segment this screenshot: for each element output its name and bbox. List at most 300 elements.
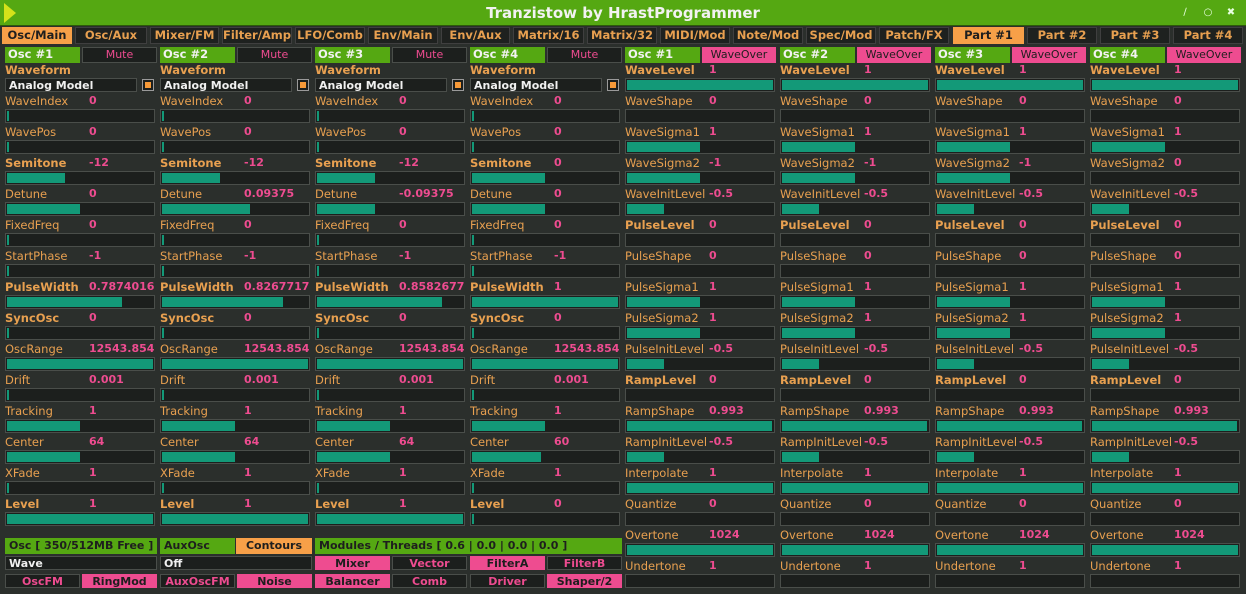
- tab-part-1[interactable]: Part #1: [953, 27, 1024, 44]
- param-slider-rampshape[interactable]: [1090, 419, 1240, 433]
- param-label-startphase: StartPhase: [315, 249, 378, 263]
- param-value-center: 60: [554, 435, 570, 448]
- param-slider-waveindex[interactable]: [470, 109, 620, 123]
- param-slider-pulsesigma1[interactable]: [625, 295, 775, 309]
- param-slider-drift[interactable]: [315, 388, 465, 402]
- pin-icon[interactable]: ∕: [1183, 7, 1187, 18]
- tab-part-4[interactable]: Part #4: [1173, 27, 1243, 44]
- param-slider-pulseshape[interactable]: [625, 264, 775, 278]
- driver-button[interactable]: Driver: [470, 574, 545, 588]
- tab-lfo-comb[interactable]: LFO/Comb: [295, 27, 365, 44]
- param-value-oscrange: 12543.854: [244, 342, 310, 355]
- param-label-waveshape: WaveShape: [1090, 94, 1158, 108]
- param-label-pulsesigma2: PulseSigma2: [780, 311, 854, 325]
- param-slider-pulseinitlevel[interactable]: [625, 357, 775, 371]
- param-slider-center[interactable]: [160, 450, 310, 464]
- param-slider-fixedfreq[interactable]: [5, 233, 155, 247]
- tab-filter-amp[interactable]: Filter/Amp: [223, 28, 292, 42]
- param-label-startphase: StartPhase: [470, 249, 533, 263]
- param-slider-semitone[interactable]: [470, 171, 620, 185]
- param-slider-drift[interactable]: [470, 388, 620, 402]
- param-value-pulseshape: 0: [1174, 249, 1182, 262]
- param-value-drift: 0.001: [89, 373, 124, 386]
- param-slider-pulsesigma2[interactable]: [780, 326, 930, 340]
- param-slider-pulsewidth[interactable]: [470, 295, 620, 309]
- param-value-detune: 0.09375: [244, 187, 295, 200]
- param-label-oscrange: OscRange: [160, 342, 218, 356]
- param-label-rampinitlevel: RampInitLevel: [625, 435, 708, 449]
- waveform-select[interactable]: Analog Model: [5, 78, 137, 92]
- param-slider-pulseinitlevel[interactable]: [935, 357, 1085, 371]
- param-slider-pulseshape[interactable]: [1090, 264, 1240, 278]
- waveover-button[interactable]: WaveOver: [857, 47, 931, 63]
- param-slider-pulseshape[interactable]: [935, 264, 1085, 278]
- param-value-interpolate: 1: [1019, 466, 1027, 479]
- param-slider-pulsesigma1[interactable]: [1090, 295, 1240, 309]
- param-label-tracking: Tracking: [160, 404, 208, 418]
- vector-button[interactable]: Vector: [392, 556, 467, 570]
- param-slider-overtone[interactable]: [625, 543, 775, 557]
- wave-select[interactable]: Wave: [5, 556, 157, 570]
- param-label-wavepos: WavePos: [470, 125, 522, 139]
- param-slider-semitone[interactable]: [5, 171, 155, 185]
- param-slider-startphase[interactable]: [160, 264, 310, 278]
- slider-fill: [162, 421, 235, 431]
- param-slider-xfade[interactable]: [5, 481, 155, 495]
- param-value-tracking: 1: [399, 404, 407, 417]
- waveform-enable-checkbox[interactable]: [297, 79, 309, 91]
- param-slider-tracking[interactable]: [160, 419, 310, 433]
- param-slider-ramplevel[interactable]: [1090, 388, 1240, 402]
- ringmod-button[interactable]: RingMod: [82, 574, 157, 588]
- param-slider-pulselevel[interactable]: [1090, 233, 1240, 247]
- param-slider-syncosc[interactable]: [5, 326, 155, 340]
- param-slider-waveshape[interactable]: [625, 109, 775, 123]
- param-slider-xfade[interactable]: [160, 481, 310, 495]
- param-label-overtone: Overtone: [625, 528, 679, 542]
- tab-osc-main[interactable]: Osc/Main: [2, 27, 72, 44]
- slider-fill: [162, 235, 164, 245]
- param-slider-wavesigma2[interactable]: [625, 171, 775, 185]
- param-slider-waveshape[interactable]: [1090, 109, 1240, 123]
- param-slider-wavelevel[interactable]: [1090, 78, 1240, 92]
- param-label-rampinitlevel: RampInitLevel: [1090, 435, 1173, 449]
- slider-fill: [782, 142, 855, 152]
- param-label-rampshape: RampShape: [1090, 404, 1160, 418]
- waveform-select[interactable]: Analog Model: [315, 78, 447, 92]
- param-value-startphase: -1: [554, 249, 567, 262]
- auxosc-select[interactable]: Off: [160, 556, 312, 570]
- slider-fill: [162, 452, 235, 462]
- param-value-wavelevel: 1: [709, 63, 717, 76]
- param-slider-quantize[interactable]: [625, 512, 775, 526]
- param-value-level: 1: [89, 497, 97, 510]
- param-slider-quantize[interactable]: [780, 512, 930, 526]
- param-slider-detune[interactable]: [315, 202, 465, 216]
- check-mark-icon: [300, 82, 306, 88]
- param-label-wavesigma1: WaveSigma1: [625, 125, 700, 139]
- param-slider-fixedfreq[interactable]: [160, 233, 310, 247]
- param-slider-wavesigma1[interactable]: [1090, 140, 1240, 154]
- param-slider-wavesigma2[interactable]: [1090, 171, 1240, 185]
- param-value-overtone: 1024: [709, 528, 740, 541]
- param-slider-rampinitlevel[interactable]: [1090, 450, 1240, 464]
- slider-fill: [317, 452, 390, 462]
- param-label-pulseshape: PulseShape: [1090, 249, 1157, 263]
- param-slider-waveinitlevel[interactable]: [1090, 202, 1240, 216]
- param-slider-center[interactable]: [5, 450, 155, 464]
- balancer-button[interactable]: Balancer: [315, 574, 390, 588]
- param-slider-wavepos[interactable]: [315, 140, 465, 154]
- param-slider-ramplevel[interactable]: [780, 388, 930, 402]
- param-slider-pulsewidth[interactable]: [315, 295, 465, 309]
- slider-fill: [7, 514, 153, 524]
- param-label-undertone: Undertone: [935, 559, 996, 573]
- slider-fill: [1092, 204, 1129, 214]
- waveover-button[interactable]: WaveOver: [702, 47, 776, 63]
- contours-button[interactable]: Contours: [236, 538, 312, 554]
- param-slider-wavepos[interactable]: [5, 140, 155, 154]
- param-slider-wavelevel[interactable]: [780, 78, 930, 92]
- slider-fill: [937, 328, 1010, 338]
- param-label-semitone: Semitone: [5, 156, 67, 170]
- slider-fill: [162, 390, 164, 400]
- param-slider-semitone[interactable]: [315, 171, 465, 185]
- param-value-xfade: 1: [244, 466, 252, 479]
- param-value-syncosc: 0: [244, 311, 252, 324]
- param-slider-tracking[interactable]: [5, 419, 155, 433]
- param-label-ramplevel: RampLevel: [625, 373, 697, 387]
- param-slider-pulseshape[interactable]: [780, 264, 930, 278]
- param-value-wavelevel: 1: [1019, 63, 1027, 76]
- param-value-center: 64: [89, 435, 105, 448]
- param-slider-level[interactable]: [470, 512, 620, 526]
- param-slider-undertone[interactable]: [1090, 574, 1240, 588]
- param-slider-quantize[interactable]: [935, 512, 1085, 526]
- param-slider-level[interactable]: [315, 512, 465, 526]
- param-label-wavesigma1: WaveSigma1: [1090, 125, 1165, 139]
- tab-env-main[interactable]: Env/Main: [368, 27, 438, 44]
- param-slider-wavesigma2[interactable]: [935, 171, 1085, 185]
- param-value-syncosc: 0: [399, 311, 407, 324]
- param-slider-pulselevel[interactable]: [780, 233, 930, 247]
- param-slider-startphase[interactable]: [315, 264, 465, 278]
- param-slider-interpolate[interactable]: [780, 481, 930, 495]
- param-value-pulsesigma1: 1: [864, 280, 872, 293]
- param-slider-drift[interactable]: [160, 388, 310, 402]
- mute-button[interactable]: Mute: [82, 47, 157, 63]
- param-slider-semitone[interactable]: [160, 171, 310, 185]
- window-title: Tranzistow by HrastProgrammer: [486, 4, 760, 22]
- param-value-pulselevel: 0: [1019, 218, 1027, 231]
- param-label-semitone: Semitone: [315, 156, 377, 170]
- param-value-waveinitlevel: -0.5: [1019, 187, 1044, 200]
- param-label-syncosc: SyncOsc: [315, 311, 370, 325]
- param-slider-interpolate[interactable]: [625, 481, 775, 495]
- slider-fill: [937, 452, 974, 462]
- param-slider-quantize[interactable]: [1090, 512, 1240, 526]
- slider-fill: [162, 328, 164, 338]
- param-label-pulsesigma1: PulseSigma1: [780, 280, 854, 294]
- param-slider-interpolate[interactable]: [935, 481, 1085, 495]
- slider-fill: [937, 297, 1010, 307]
- param-value-overtone: 1024: [864, 528, 895, 541]
- param-slider-tracking[interactable]: [315, 419, 465, 433]
- param-slider-ramplevel[interactable]: [935, 388, 1085, 402]
- param-slider-rampshape[interactable]: [625, 419, 775, 433]
- param-slider-wavesigma1[interactable]: [625, 140, 775, 154]
- param-slider-detune[interactable]: [160, 202, 310, 216]
- param-value-rampinitlevel: -0.5: [1019, 435, 1044, 448]
- param-slider-undertone[interactable]: [780, 574, 930, 588]
- waveform-enable-checkbox[interactable]: [142, 79, 154, 91]
- param-value-wavelevel: 1: [1174, 63, 1182, 76]
- param-value-semitone: -12: [89, 156, 109, 169]
- param-value-interpolate: 1: [1174, 466, 1182, 479]
- mixer-button[interactable]: Mixer: [315, 556, 390, 570]
- shaper-2-button[interactable]: Shaper/2: [547, 574, 622, 588]
- modules-threads-header: Modules / Threads [ 0.6 | 0.0 | 0.0 | 0.0 ]: [315, 538, 622, 554]
- waveover-button[interactable]: WaveOver: [1167, 47, 1241, 63]
- param-slider-fixedfreq[interactable]: [315, 233, 465, 247]
- param-slider-rampshape[interactable]: [935, 419, 1085, 433]
- slider-fill: [782, 173, 855, 183]
- slider-fill: [162, 204, 250, 214]
- tab-mixer-fm[interactable]: Mixer/FM: [150, 27, 219, 44]
- slider-fill: [627, 545, 773, 555]
- param-slider-detune[interactable]: [470, 202, 620, 216]
- param-slider-level[interactable]: [160, 512, 310, 526]
- param-slider-pulsesigma1[interactable]: [935, 295, 1085, 309]
- param-slider-waveindex[interactable]: [160, 109, 310, 123]
- param-slider-pulsesigma2[interactable]: [625, 326, 775, 340]
- param-slider-pulseinitlevel[interactable]: [1090, 357, 1240, 371]
- param-slider-pulsesigma2[interactable]: [935, 326, 1085, 340]
- param-label-tracking: Tracking: [470, 404, 518, 418]
- param-label-overtone: Overtone: [780, 528, 834, 542]
- wave-osc-header: Osc #4: [1090, 47, 1165, 63]
- param-slider-wavepos[interactable]: [160, 140, 310, 154]
- param-label-waveinitlevel: WaveInitLevel: [625, 187, 706, 201]
- param-slider-rampinitlevel[interactable]: [935, 450, 1085, 464]
- param-label-pulseinitlevel: PulseInitLevel: [625, 342, 705, 356]
- param-slider-waveinitlevel[interactable]: [935, 202, 1085, 216]
- noise-button[interactable]: Noise: [237, 574, 312, 588]
- tab-part-2[interactable]: Part #2: [1027, 27, 1097, 44]
- param-label-quantize: Quantize: [625, 497, 677, 511]
- param-slider-undertone[interactable]: [625, 574, 775, 588]
- param-value-pulsewidth: 0.8582677: [399, 280, 465, 293]
- param-value-pulseinitlevel: -0.5: [1019, 342, 1044, 355]
- slider-fill: [627, 452, 664, 462]
- param-slider-wavesigma1[interactable]: [780, 140, 930, 154]
- minimize-icon[interactable]: ○: [1203, 7, 1213, 18]
- param-label-level: Level: [5, 497, 40, 511]
- slider-fill: [7, 297, 122, 307]
- waveform-select[interactable]: Analog Model: [470, 78, 602, 92]
- param-slider-ramplevel[interactable]: [625, 388, 775, 402]
- comb-button[interactable]: Comb: [392, 574, 467, 588]
- param-slider-wavesigma1[interactable]: [935, 140, 1085, 154]
- slider-fill: [627, 328, 700, 338]
- param-slider-syncosc[interactable]: [470, 326, 620, 340]
- param-slider-pulseinitlevel[interactable]: [780, 357, 930, 371]
- param-slider-pulselevel[interactable]: [935, 233, 1085, 247]
- param-value-pulsesigma2: 1: [864, 311, 872, 324]
- tab-patch-fx[interactable]: Patch/FX: [879, 27, 949, 44]
- param-label-pulselevel: PulseLevel: [780, 218, 850, 232]
- param-value-quantize: 0: [709, 497, 717, 510]
- param-slider-overtone[interactable]: [1090, 543, 1240, 557]
- slider-fill: [162, 359, 308, 369]
- param-value-semitone: 0: [554, 156, 562, 169]
- param-label-rampshape: RampShape: [935, 404, 1005, 418]
- param-value-level: 1: [399, 497, 407, 510]
- param-slider-tracking[interactable]: [470, 419, 620, 433]
- param-slider-xfade[interactable]: [315, 481, 465, 495]
- param-value-startphase: -1: [399, 249, 412, 262]
- param-slider-drift[interactable]: [5, 388, 155, 402]
- param-label-pulselevel: PulseLevel: [935, 218, 1005, 232]
- param-label-level: Level: [470, 497, 505, 511]
- param-slider-pulsesigma2[interactable]: [1090, 326, 1240, 340]
- param-slider-waveindex[interactable]: [5, 109, 155, 123]
- slider-fill: [937, 421, 1082, 431]
- param-slider-oscrange[interactable]: [160, 357, 310, 371]
- param-slider-xfade[interactable]: [470, 481, 620, 495]
- param-slider-waveinitlevel[interactable]: [625, 202, 775, 216]
- param-value-rampshape: 0.993: [1174, 404, 1209, 417]
- filterb-button[interactable]: FilterB: [547, 556, 622, 570]
- param-value-oscrange: 12543.854: [399, 342, 465, 355]
- param-value-pulseshape: 0: [709, 249, 717, 262]
- mute-button[interactable]: Mute: [547, 47, 622, 63]
- waveform-enable-checkbox[interactable]: [607, 79, 619, 91]
- oscfm-button[interactable]: OscFM: [5, 574, 80, 588]
- param-slider-rampinitlevel[interactable]: [625, 450, 775, 464]
- slider-fill: [162, 297, 283, 307]
- param-slider-pulselevel[interactable]: [625, 233, 775, 247]
- param-value-drift: 0.001: [554, 373, 589, 386]
- param-value-waveshape: 0: [1174, 94, 1182, 107]
- param-slider-center[interactable]: [315, 450, 465, 464]
- param-slider-wavesigma2[interactable]: [780, 171, 930, 185]
- param-value-pulselevel: 0: [709, 218, 717, 231]
- slider-fill: [937, 142, 1010, 152]
- param-slider-wavelevel[interactable]: [935, 78, 1085, 92]
- tab-part-3[interactable]: Part #3: [1100, 27, 1170, 44]
- param-label-wavelevel: WaveLevel: [780, 63, 850, 77]
- param-value-pulseshape: 0: [1019, 249, 1027, 262]
- param-slider-wavelevel[interactable]: [625, 78, 775, 92]
- param-value-pulseinitlevel: -0.5: [1174, 342, 1199, 355]
- slider-fill: [782, 452, 819, 462]
- param-slider-waveinitlevel[interactable]: [780, 202, 930, 216]
- param-slider-oscrange[interactable]: [470, 357, 620, 371]
- tab-midi-mod[interactable]: MIDI/Mod: [660, 27, 730, 44]
- param-slider-waveshape[interactable]: [780, 109, 930, 123]
- param-slider-syncosc[interactable]: [160, 326, 310, 340]
- slider-fill: [7, 390, 9, 400]
- param-slider-undertone[interactable]: [935, 574, 1085, 588]
- param-value-waveshape: 0: [1019, 94, 1027, 107]
- param-slider-wavepos[interactable]: [470, 140, 620, 154]
- close-icon[interactable]: ✖: [1226, 7, 1236, 18]
- param-label-waveinitlevel: WaveInitLevel: [780, 187, 861, 201]
- param-slider-detune[interactable]: [5, 202, 155, 216]
- param-value-fixedfreq: 0: [89, 218, 97, 231]
- param-value-rampinitlevel: -0.5: [864, 435, 889, 448]
- param-slider-overtone[interactable]: [935, 543, 1085, 557]
- param-slider-waveindex[interactable]: [315, 109, 465, 123]
- filtera-button[interactable]: FilterA: [470, 556, 545, 570]
- param-slider-oscrange[interactable]: [5, 357, 155, 371]
- param-label-pulseinitlevel: PulseInitLevel: [935, 342, 1015, 356]
- tab-matrix-16[interactable]: Matrix/16: [513, 27, 584, 44]
- param-value-tracking: 1: [89, 404, 97, 417]
- slider-fill: [1092, 297, 1165, 307]
- param-slider-pulsewidth[interactable]: [160, 295, 310, 309]
- param-value-rampinitlevel: -0.5: [709, 435, 734, 448]
- param-slider-syncosc[interactable]: [315, 326, 465, 340]
- param-value-quantize: 0: [1174, 497, 1182, 510]
- param-slider-oscrange[interactable]: [315, 357, 465, 371]
- param-label-waveindex: WaveIndex: [160, 94, 224, 108]
- param-value-undertone: 1: [1174, 559, 1182, 572]
- param-slider-interpolate[interactable]: [1090, 481, 1240, 495]
- param-slider-pulsewidth[interactable]: [5, 295, 155, 309]
- waveover-button[interactable]: WaveOver: [1012, 47, 1086, 63]
- mute-button[interactable]: Mute: [392, 47, 467, 63]
- param-value-undertone: 1: [709, 559, 717, 572]
- param-slider-waveshape[interactable]: [935, 109, 1085, 123]
- param-slider-pulsesigma1[interactable]: [780, 295, 930, 309]
- param-label-xfade: XFade: [470, 466, 505, 480]
- waveform-select[interactable]: Analog Model: [160, 78, 292, 92]
- param-value-overtone: 1024: [1174, 528, 1205, 541]
- param-label-ramplevel: RampLevel: [935, 373, 1007, 387]
- tab-spec-mod[interactable]: Spec/Mod: [806, 27, 876, 44]
- param-slider-rampinitlevel[interactable]: [780, 450, 930, 464]
- param-slider-startphase[interactable]: [5, 264, 155, 278]
- slider-fill: [317, 111, 319, 121]
- slider-fill: [7, 235, 9, 245]
- param-value-waveinitlevel: -0.5: [864, 187, 889, 200]
- param-value-pulsesigma2: 1: [709, 311, 717, 324]
- tab-matrix-32[interactable]: Matrix/32: [587, 27, 657, 44]
- tab-osc-aux[interactable]: Osc/Aux: [75, 27, 147, 44]
- param-slider-startphase[interactable]: [470, 264, 620, 278]
- param-slider-level[interactable]: [5, 512, 155, 526]
- slider-fill: [627, 173, 700, 183]
- auxoscfm-button[interactable]: AuxOscFM: [160, 574, 235, 588]
- param-slider-overtone[interactable]: [780, 543, 930, 557]
- param-value-xfade: 1: [554, 466, 562, 479]
- param-label-waveshape: WaveShape: [780, 94, 848, 108]
- tab-env-aux[interactable]: Env/Aux: [441, 27, 510, 44]
- check-mark-icon: [610, 82, 616, 88]
- param-label-overtone: Overtone: [1090, 528, 1144, 542]
- mute-button[interactable]: Mute: [237, 47, 312, 63]
- waveform-enable-checkbox[interactable]: [452, 79, 464, 91]
- slider-fill: [937, 483, 1083, 493]
- tab-note-mod[interactable]: Note/Mod: [733, 27, 803, 44]
- check-mark-icon: [145, 82, 151, 88]
- param-label-pulsewidth: PulseWidth: [470, 280, 544, 294]
- param-slider-center[interactable]: [470, 450, 620, 464]
- param-slider-rampshape[interactable]: [780, 419, 930, 433]
- param-slider-fixedfreq[interactable]: [470, 233, 620, 247]
